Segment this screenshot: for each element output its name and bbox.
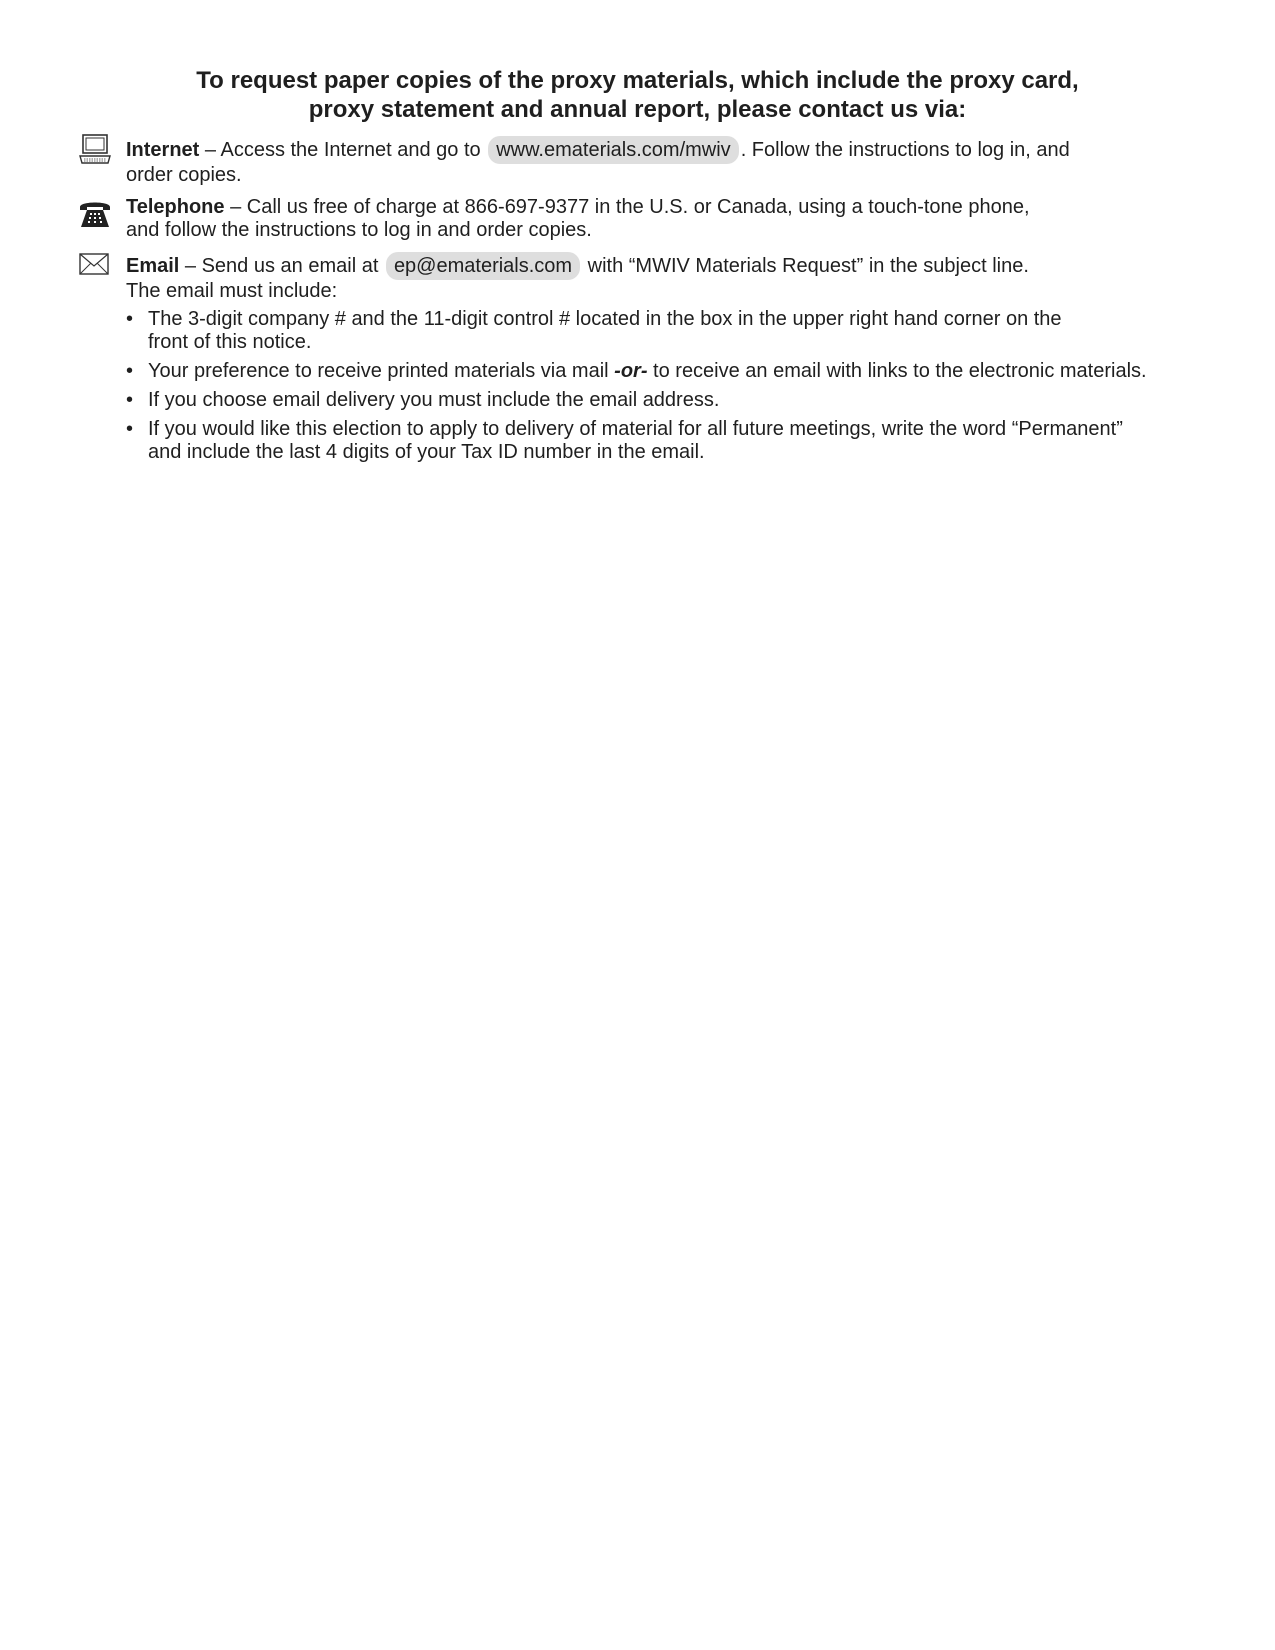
bullet-dot: •	[126, 418, 134, 440]
telephone-line-1	[126, 196, 1226, 219]
email-text-before: – Send us an email at	[179, 255, 384, 277]
bullet-2-or: -or-	[614, 360, 648, 382]
email-text-after: with “MWIV Materials Request” in the subject line.	[582, 255, 1029, 277]
internet-line-1	[126, 136, 1226, 164]
bullet-2-after: to receive an email with links to the electronic materials.	[647, 360, 1147, 382]
heading-line-2: proxy statement and annual report, please contact us via:	[308, 96, 967, 123]
internet-text-after: . Follow the instructions to log in, and	[740, 139, 1070, 161]
bullet-1-line-1: The 3-digit company # and the 11-digit control # located in the box in the upper right hand corner on the	[148, 308, 1062, 330]
email-label: Email	[126, 255, 180, 277]
email-text	[126, 252, 1226, 303]
bullet-2-before: Your preference to receive printed materials via mail	[148, 360, 615, 382]
list-item	[126, 418, 1246, 464]
internet-url-link[interactable]: www.ematerials.com/mwiv	[488, 136, 738, 164]
bullet-2-line	[148, 360, 1246, 383]
telephone-label: Telephone	[126, 196, 225, 218]
bullet-dot: •	[126, 308, 134, 330]
bullet-dot: •	[126, 389, 134, 411]
envelope-icon	[78, 248, 112, 280]
bullet-3-line: If you choose email delivery you must include the email address.	[148, 389, 720, 411]
heading-line-1: To request paper copies of the proxy materials, which include the proxy card,	[196, 67, 1079, 94]
page-heading	[60, 66, 1215, 124]
internet-label: Internet	[126, 139, 200, 161]
email-requirements-list	[126, 308, 1246, 470]
telephone-text	[126, 196, 1226, 242]
email-line-2: The email must include:	[126, 280, 338, 302]
telephone-icon	[78, 198, 112, 230]
list-item	[126, 389, 1246, 412]
internet-text	[126, 136, 1226, 187]
internet-text-before: – Access the Internet and go to	[199, 139, 487, 161]
list-item	[126, 360, 1246, 383]
email-address-link[interactable]: ep@ematerials.com	[386, 252, 580, 280]
email-line-1	[126, 252, 1226, 280]
telephone-line-2: and follow the instructions to log in and order copies.	[126, 219, 592, 241]
bullet-4-line-2: and include the last 4 digits of your Tax ID number in the email.	[148, 441, 705, 463]
bullet-dot: •	[126, 360, 134, 382]
computer-icon	[78, 134, 112, 166]
bullet-1-line-2: front of this notice.	[148, 331, 312, 353]
telephone-text-line1: – Call us free of charge at 866-697-9377 in the U.S. or Canada, using a touch-tone phone,	[224, 196, 1030, 218]
list-item	[126, 308, 1246, 354]
bullet-4-line-1: If you would like this election to apply to delivery of material for all future meetings, write the word “Permanent”	[148, 418, 1123, 440]
internet-line-2: order copies.	[126, 164, 242, 186]
